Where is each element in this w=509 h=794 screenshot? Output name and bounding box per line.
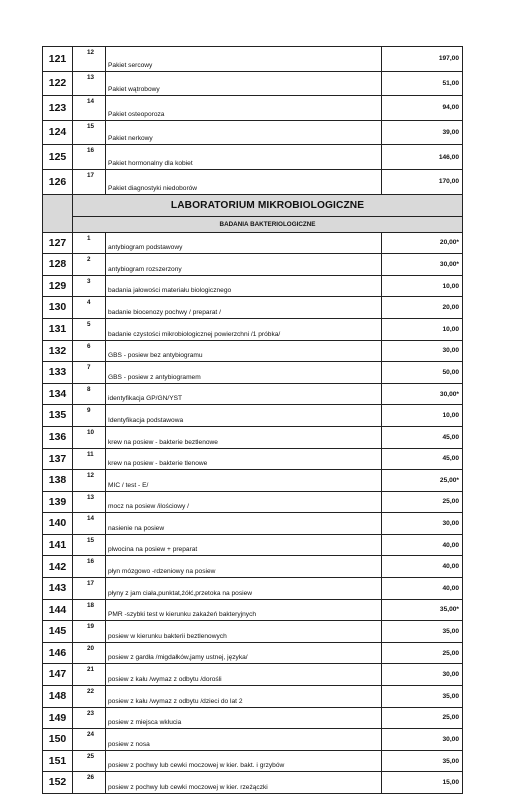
item-number: 4 bbox=[73, 297, 106, 319]
item-number: 19 bbox=[73, 621, 106, 643]
table-row bbox=[43, 556, 463, 578]
test-price: 10,00 bbox=[382, 405, 463, 427]
item-number: 16 bbox=[73, 556, 106, 578]
test-price: 40,00 bbox=[382, 534, 463, 556]
test-name: MIC / test - E/ bbox=[106, 470, 382, 492]
section-subtitle: BADANIA BAKTERIOLOGICZNE bbox=[73, 216, 463, 232]
test-price: 35,00 bbox=[382, 621, 463, 643]
test-name: posiew w kierunku bakterii beztlenowych bbox=[106, 621, 382, 643]
table-row bbox=[43, 750, 463, 772]
table-row bbox=[43, 145, 463, 170]
row-number: 130 bbox=[43, 297, 73, 319]
item-number: 13 bbox=[73, 71, 106, 96]
item-number: 8 bbox=[73, 383, 106, 405]
test-name: plwocina na posiew + preparat bbox=[106, 534, 382, 556]
test-price: 20,00 bbox=[382, 297, 463, 319]
table-row bbox=[43, 232, 463, 254]
table-row bbox=[43, 254, 463, 276]
row-number: 152 bbox=[43, 772, 73, 794]
test-name: posiew z pochwy lub cewki moczowej w kier. bakt. i grzybów bbox=[106, 750, 382, 772]
test-name: posiew z pochwy lub cewki moczowej w kier. rzeżączki bbox=[106, 772, 382, 794]
test-name: PMR -szybki test w kierunku zakażeń bakteryjnych bbox=[106, 599, 382, 621]
item-number: 22 bbox=[73, 686, 106, 708]
test-price: 25,00* bbox=[382, 470, 463, 492]
test-price: 170,00 bbox=[382, 169, 463, 194]
item-number: 20 bbox=[73, 642, 106, 664]
table-section-header bbox=[43, 194, 463, 232]
table-row bbox=[43, 470, 463, 492]
table-body-packages bbox=[43, 47, 463, 195]
test-price: 25,00 bbox=[382, 707, 463, 729]
item-number: 23 bbox=[73, 707, 106, 729]
test-name: antybiogram podstawowy bbox=[106, 232, 382, 254]
row-number: 124 bbox=[43, 120, 73, 145]
row-number: 121 bbox=[43, 47, 73, 72]
row-number: 147 bbox=[43, 664, 73, 686]
test-name: mocz na posiew /ilościowy / bbox=[106, 491, 382, 513]
row-number: 148 bbox=[43, 686, 73, 708]
test-name: Pakiet sercowy bbox=[106, 47, 382, 72]
row-number: 140 bbox=[43, 513, 73, 535]
row-number: 128 bbox=[43, 254, 73, 276]
section-title-row bbox=[43, 194, 463, 216]
test-price: 30,00 bbox=[382, 729, 463, 751]
row-number: 144 bbox=[43, 599, 73, 621]
test-name: Pakiet osteoporoza bbox=[106, 96, 382, 121]
test-price: 40,00 bbox=[382, 556, 463, 578]
item-number: 3 bbox=[73, 275, 106, 297]
section-subtitle-row bbox=[43, 216, 463, 232]
table-row bbox=[43, 120, 463, 145]
test-price: 30,00* bbox=[382, 383, 463, 405]
table-row bbox=[43, 297, 463, 319]
item-number: 6 bbox=[73, 340, 106, 362]
row-number: 150 bbox=[43, 729, 73, 751]
table-row bbox=[43, 362, 463, 384]
row-number: 132 bbox=[43, 340, 73, 362]
table-row bbox=[43, 686, 463, 708]
test-name: Identyfikacja podstawowa bbox=[106, 405, 382, 427]
test-price: 15,00 bbox=[382, 772, 463, 794]
row-number: 139 bbox=[43, 491, 73, 513]
table-row bbox=[43, 621, 463, 643]
table-body-bacteriology bbox=[43, 232, 463, 793]
test-name: Pakiet hormonalny dla kobiet bbox=[106, 145, 382, 170]
test-name: badanie czystości mikrobiologicznej powierzchni /1 próbka/ bbox=[106, 318, 382, 340]
item-number: 24 bbox=[73, 729, 106, 751]
item-number: 15 bbox=[73, 120, 106, 145]
row-number: 142 bbox=[43, 556, 73, 578]
test-name: krew na posiew - bakterie tlenowe bbox=[106, 448, 382, 470]
row-number: 131 bbox=[43, 318, 73, 340]
table-row bbox=[43, 448, 463, 470]
table-row bbox=[43, 47, 463, 72]
test-name: Pakiet wątrobowy bbox=[106, 71, 382, 96]
price-table bbox=[42, 46, 463, 794]
test-price: 30,00 bbox=[382, 513, 463, 535]
test-name: Pakiet diagnostyki niedoborów bbox=[106, 169, 382, 194]
table-row bbox=[43, 405, 463, 427]
test-name: płyn mózgowo -rdzeniowy na posiew bbox=[106, 556, 382, 578]
row-number: 135 bbox=[43, 405, 73, 427]
test-name: posiew z nosa bbox=[106, 729, 382, 751]
item-number: 7 bbox=[73, 362, 106, 384]
test-price: 25,00 bbox=[382, 491, 463, 513]
table-row bbox=[43, 534, 463, 556]
item-number: 26 bbox=[73, 772, 106, 794]
item-number: 15 bbox=[73, 534, 106, 556]
test-price: 20,00* bbox=[382, 232, 463, 254]
test-price: 10,00 bbox=[382, 318, 463, 340]
item-number: 1 bbox=[73, 232, 106, 254]
test-price: 40,00 bbox=[382, 578, 463, 600]
item-number: 12 bbox=[73, 47, 106, 72]
test-price: 30,00 bbox=[382, 340, 463, 362]
test-name: GBS - posiew z antybiogramem bbox=[106, 362, 382, 384]
table-row bbox=[43, 96, 463, 121]
test-name: krew na posiew - bakterie beztlenowe bbox=[106, 426, 382, 448]
item-number: 2 bbox=[73, 254, 106, 276]
row-number: 146 bbox=[43, 642, 73, 664]
price-list-sheet bbox=[42, 46, 462, 794]
test-price: 50,00 bbox=[382, 362, 463, 384]
table-row bbox=[43, 426, 463, 448]
test-name: posiew z kału /wymaz z odbytu /dorośli bbox=[106, 664, 382, 686]
test-name: identyfikacja GP/GN/YST bbox=[106, 383, 382, 405]
test-price: 146,00 bbox=[382, 145, 463, 170]
test-price: 39,00 bbox=[382, 120, 463, 145]
row-number: 149 bbox=[43, 707, 73, 729]
table-row bbox=[43, 729, 463, 751]
section-title: LABORATORIUM MIKROBIOLOGICZNE bbox=[73, 194, 463, 216]
table-row bbox=[43, 772, 463, 794]
table-row bbox=[43, 707, 463, 729]
item-number: 17 bbox=[73, 169, 106, 194]
table-row bbox=[43, 169, 463, 194]
row-number: 136 bbox=[43, 426, 73, 448]
test-price: 10,00 bbox=[382, 275, 463, 297]
row-number: 141 bbox=[43, 534, 73, 556]
test-price: 30,00* bbox=[382, 254, 463, 276]
test-price: 30,00 bbox=[382, 664, 463, 686]
table-row bbox=[43, 664, 463, 686]
item-number: 17 bbox=[73, 578, 106, 600]
table-row bbox=[43, 513, 463, 535]
test-price: 45,00 bbox=[382, 426, 463, 448]
test-name: badania jałowości materiału biologicznego bbox=[106, 275, 382, 297]
section-blank-cell bbox=[43, 216, 73, 232]
row-number: 145 bbox=[43, 621, 73, 643]
test-name: płyny z jam ciała,punktat,żółć,przetoka na posiew bbox=[106, 578, 382, 600]
section-blank-cell bbox=[43, 194, 73, 216]
test-price: 25,00 bbox=[382, 642, 463, 664]
table-row bbox=[43, 340, 463, 362]
test-name: GBS - posiew bez antybiogramu bbox=[106, 340, 382, 362]
item-number: 12 bbox=[73, 470, 106, 492]
item-number: 13 bbox=[73, 491, 106, 513]
item-number: 10 bbox=[73, 426, 106, 448]
table-row bbox=[43, 318, 463, 340]
table-row bbox=[43, 578, 463, 600]
test-price: 197,00 bbox=[382, 47, 463, 72]
test-name: posiew z miejsca wkłucia bbox=[106, 707, 382, 729]
table-row bbox=[43, 275, 463, 297]
test-name: Pakiet nerkowy bbox=[106, 120, 382, 145]
row-number: 138 bbox=[43, 470, 73, 492]
table-row bbox=[43, 599, 463, 621]
test-name: badanie biocenozy pochwy / preparat / bbox=[106, 297, 382, 319]
item-number: 14 bbox=[73, 96, 106, 121]
row-number: 137 bbox=[43, 448, 73, 470]
row-number: 129 bbox=[43, 275, 73, 297]
row-number: 123 bbox=[43, 96, 73, 121]
item-number: 18 bbox=[73, 599, 106, 621]
table-row bbox=[43, 491, 463, 513]
test-name: posiew z gardła /migdałków,jamy ustnej, języka/ bbox=[106, 642, 382, 664]
row-number: 125 bbox=[43, 145, 73, 170]
item-number: 14 bbox=[73, 513, 106, 535]
test-name: posiew z kału /wymaz z odbytu /dzieci do lat 2 bbox=[106, 686, 382, 708]
item-number: 16 bbox=[73, 145, 106, 170]
item-number: 11 bbox=[73, 448, 106, 470]
item-number: 9 bbox=[73, 405, 106, 427]
row-number: 134 bbox=[43, 383, 73, 405]
test-price: 94,00 bbox=[382, 96, 463, 121]
item-number: 5 bbox=[73, 318, 106, 340]
test-price: 35,00 bbox=[382, 750, 463, 772]
row-number: 126 bbox=[43, 169, 73, 194]
test-price: 35,00 bbox=[382, 686, 463, 708]
test-price: 35,00* bbox=[382, 599, 463, 621]
table-row bbox=[43, 71, 463, 96]
row-number: 143 bbox=[43, 578, 73, 600]
item-number: 25 bbox=[73, 750, 106, 772]
test-name: antybiogram rozszerzony bbox=[106, 254, 382, 276]
row-number: 133 bbox=[43, 362, 73, 384]
test-price: 45,00 bbox=[382, 448, 463, 470]
item-number: 21 bbox=[73, 664, 106, 686]
row-number: 151 bbox=[43, 750, 73, 772]
table-row bbox=[43, 383, 463, 405]
row-number: 122 bbox=[43, 71, 73, 96]
table-row bbox=[43, 642, 463, 664]
test-price: 51,00 bbox=[382, 71, 463, 96]
row-number: 127 bbox=[43, 232, 73, 254]
test-name: nasienie na posiew bbox=[106, 513, 382, 535]
